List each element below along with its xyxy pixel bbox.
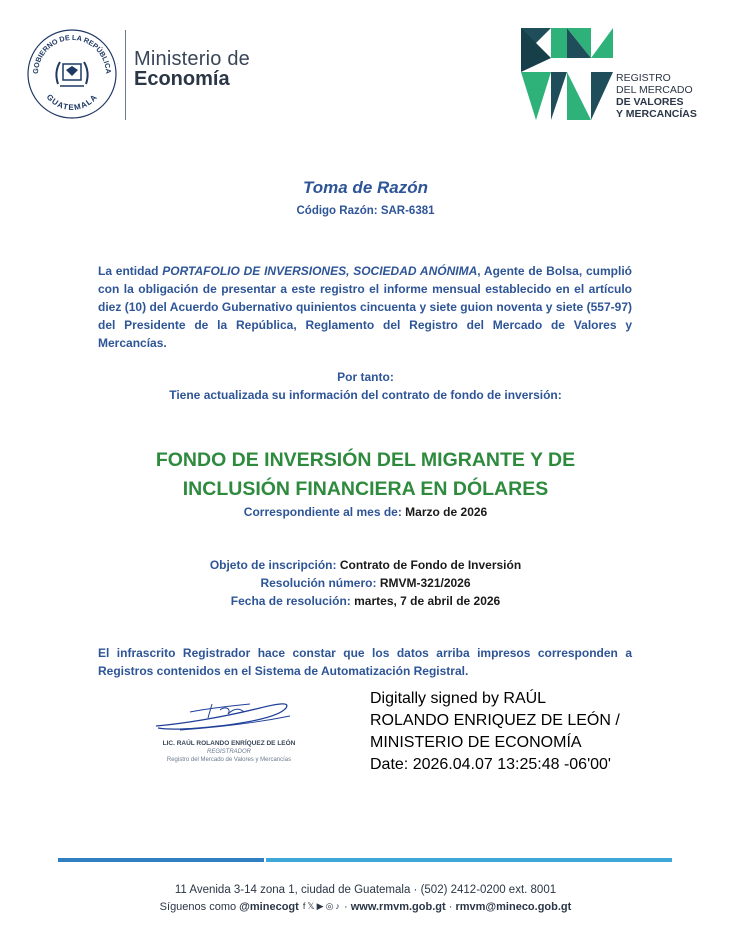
fund-name — [0, 446, 731, 504]
follow-label: Síguenos como — [159, 901, 237, 913]
resolution-date-value: martes, 7 de abril de 2026 — [354, 594, 501, 608]
closing-paragraph: El infrascrito Registrador hace constar que los datos arriba impresos corresponden a Registros contenidos en el Sistema de Automatización Registral. — [98, 646, 632, 678]
digital-signature-line4: Date: 2026.04.07 13:25:48 -06'00' — [370, 756, 611, 773]
month-value: Marzo de 2026 — [405, 505, 488, 519]
reason-code-value: SAR-6381 — [380, 205, 435, 217]
handwritten-signature — [150, 694, 300, 740]
reason-code-label: Código Razón: — [296, 205, 378, 217]
footer-separator-2: · — [448, 901, 453, 913]
registry-name-line3: DE VALORES — [616, 96, 684, 108]
entity-name: PORTAFOLIO DE INVERSIONES, SOCIEDAD ANÓNIMA — [162, 264, 478, 278]
therefore-block — [0, 368, 731, 404]
website-link[interactable]: www.rmvm.gob.gt — [350, 901, 446, 913]
corresponding-month — [0, 504, 731, 520]
facebook-icon[interactable]: f — [302, 901, 306, 911]
intro-paragraph — [98, 262, 632, 352]
footer-bar-right — [266, 858, 672, 862]
intro-rest: , Agente de Bolsa, cumplió con la obligación de presentar a este registro el informe mensual establecido en el artículo diez (10) del Acuerdo Gubernativo quinientos cincuenta y siete guion noventa y siete (557-97) del Presidente de la República, Reglamento del Registro del Mercado de Valores y Mercancías. — [98, 264, 632, 350]
ministry-name-line1: Ministerio de — [134, 48, 250, 70]
fund-name-line2: INCLUSIÓN FINANCIERA EN DÓLARES — [182, 478, 549, 500]
signer-role: REGISTRADOR — [206, 749, 251, 755]
intro-prefix: La entidad — [98, 264, 159, 278]
month-label: Correspondiente al mes de: — [243, 505, 402, 519]
object-label: Objeto de inscripción: — [209, 558, 337, 572]
ministry-name-line2: Economía — [134, 68, 230, 90]
footer-address: 11 Avenida 3-14 zona 1, ciudad de Guatemala · (502) 2412-0200 ext. 8001 — [174, 884, 557, 896]
header-divider — [125, 30, 126, 120]
registry-name-line4: Y MERCANCÍAS — [616, 108, 697, 120]
svg-text:GUATEMALA: GUATEMALA — [44, 92, 100, 113]
object-value: Contrato de Fondo de Inversión — [339, 558, 522, 572]
svg-text:GOBIERNO DE LA REPÚBLICA: GOBIERNO DE LA REPÚBLICA — [30, 32, 114, 75]
registry-name-line2: DEL MERCADO — [616, 84, 693, 96]
document-title: Toma de Razón — [303, 178, 428, 197]
youtube-icon[interactable]: ▶ — [316, 901, 324, 911]
fund-name-line1: FONDO DE INVERSIÓN DEL MIGRANTE Y DE — [155, 449, 576, 471]
resolution-date-row — [0, 592, 731, 610]
resolution-label: Resolución número: — [260, 576, 377, 590]
instagram-icon[interactable]: ◎ — [325, 901, 334, 911]
email-link[interactable]: rmvm@mineco.gob.gt — [455, 901, 572, 913]
reason-code — [0, 205, 731, 217]
social-handle: @minecogt — [239, 901, 299, 913]
digital-signature-line1: Digitally signed by RAÚL — [370, 690, 547, 707]
rmvm-logo-icon — [521, 28, 613, 120]
resolution-row — [0, 574, 731, 592]
tiktok-icon[interactable]: ♪ — [335, 901, 340, 911]
therefore-label: Por tanto: — [337, 370, 394, 384]
resolution-value: RMVM-321/2026 — [379, 576, 471, 590]
x-icon[interactable]: 𝕏 — [307, 901, 315, 911]
signer-organization: Registro del Mercado de Valores y Mercancías — [166, 757, 292, 763]
footer-contact — [0, 901, 731, 913]
resolution-date-label: Fecha de resolución: — [230, 594, 351, 608]
object-row — [0, 556, 731, 574]
registry-name-line1: REGISTRO — [616, 72, 671, 84]
footer-bar-left — [58, 858, 264, 862]
footer-separator-1: · — [343, 901, 348, 913]
digital-signature-line2: ROLANDO ENRIQUEZ DE LEÓN / — [370, 712, 620, 729]
digital-signature-line3: MINISTERIO DE ECONOMÍA — [370, 734, 582, 751]
signer-name: LIC. RAÚL ROLANDO ENRÍQUEZ DE LEÓN — [162, 740, 296, 747]
guatemala-seal-icon — [24, 26, 120, 122]
therefore-text: Tiene actualizada su información del contrato de fondo de inversión: — [169, 388, 562, 402]
